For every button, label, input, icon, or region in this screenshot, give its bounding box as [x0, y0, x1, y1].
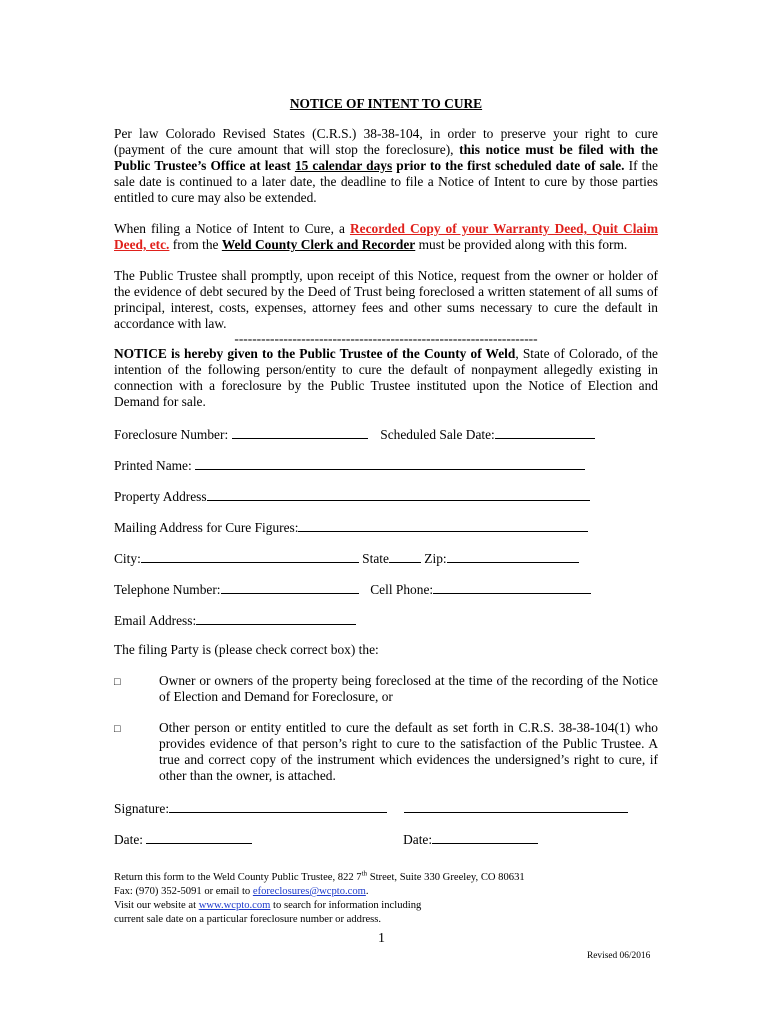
second-date-field[interactable]: [432, 830, 538, 844]
intro-text-2: If the sale date is continued to a later date, the deadline to file a Notice of Intent to cure by those parties entitled to cure may also be extended.: [114, 158, 659, 205]
clerk-recorder-text: Weld County Clerk and Recorder: [221, 237, 416, 252]
other-party-checkbox[interactable]: □: [114, 723, 121, 735]
website-line: [114, 899, 674, 913]
property-address-row: [114, 487, 658, 503]
owner-option-text: Owner or owners of the property being foreclosed at the time of the recording of the Notice of Election and Demand for Foreclosure, or: [159, 673, 658, 704]
email-label: Email Address:: [114, 613, 197, 628]
deed-text-2: from the: [169, 237, 222, 252]
notice-text: , State of Colorado, of the intention of the following person/entity to cure the default of nonpayment allegedly existing in connection with a foreclosure by the Public Trustee instituted upon the Notice of Election and Demand for sale.: [114, 346, 659, 409]
city-label: City:: [114, 551, 141, 566]
page-number: 1: [378, 931, 385, 946]
property-address-label: Property Address: [114, 489, 207, 504]
filing-party-label: The filing Party is (please check correct box) the:: [114, 642, 379, 657]
website-text: Visit our website at: [114, 900, 199, 911]
zip-field[interactable]: [447, 549, 579, 563]
fax-email-line: [114, 885, 674, 899]
deed-requirement-highlight: Recorded Copy of your Warranty Deed, Quit Claim Deed, etc.: [114, 221, 658, 252]
deadline-days: 15 calendar days: [294, 158, 393, 173]
scheduled-sale-date-label: Scheduled Sale Date:: [380, 427, 495, 442]
signature-field[interactable]: [169, 799, 387, 813]
fax-text: Fax: (970) 352-5091 or email to: [114, 886, 253, 897]
footer: [114, 871, 674, 927]
signature-row: [114, 799, 658, 815]
deed-paragraph: [114, 221, 658, 253]
mailing-address-row: [114, 518, 658, 534]
separator-line: --------------------------------------------------------------------: [234, 332, 538, 346]
other-option-text: Other person or entity entitled to cure the default as set forth in C.R.S. 38-38-104(1) who provides evidence of that person’s right to cure to the satisfaction of the Public Trustee. A true and correct copy of the instrument which evidences the undersigned’s right to cure, if other than the owner, is attached.: [159, 720, 658, 783]
document-title: NOTICE OF INTENT TO CURE: [289, 96, 483, 111]
email-row: [114, 611, 658, 627]
intro-bold-text-2: prior to the first scheduled date of sale.: [392, 158, 625, 173]
website-link[interactable]: www.wcpto.com: [198, 900, 271, 911]
option-other: [114, 720, 658, 784]
cell-phone-field[interactable]: [433, 580, 591, 594]
notice-paragraph: [114, 346, 658, 410]
foreclosure-row: [114, 425, 658, 441]
revision-date: Revised 06/2016: [587, 951, 651, 961]
fax-text-2: .: [365, 886, 369, 897]
trustee-paragraph: The Public Trustee shall promptly, upon receipt of this Notice, request from the owner or holder of the evidence of debt secured by the Deed of Trust being foreclosed a written statement of all sums of principal, interest, costs, expenses, attorney fees and other sums necessary to cure the default in accordance with law.: [114, 268, 658, 331]
city-field[interactable]: [141, 549, 359, 563]
mailing-address-field[interactable]: [298, 518, 588, 532]
printed-name-field[interactable]: [195, 456, 585, 470]
foreclosure-number-field[interactable]: [232, 425, 368, 439]
owner-checkbox[interactable]: □: [114, 676, 121, 688]
intro-paragraph: [114, 126, 658, 206]
telephone-label: Telephone Number:: [114, 582, 221, 597]
return-text-2: Street, Suite 330 Greeley, CO 80631: [367, 872, 525, 883]
printed-name-row: [114, 456, 658, 472]
intro-text: Per law Colorado Revised States (C.R.S.) 38-38-104, in order to preserve your right to cure (payment of the cure amount that will stop the foreclosure),: [114, 126, 658, 157]
scheduled-sale-date-field[interactable]: [495, 425, 595, 439]
mailing-address-label: Mailing Address for Cure Figures:: [114, 520, 299, 535]
printed-name-label: Printed Name:: [114, 458, 192, 473]
deed-text: When filing a Notice of Intent to Cure, a: [114, 221, 350, 236]
email-field[interactable]: [196, 611, 356, 625]
second-date-label: Date:: [403, 832, 433, 847]
telephone-field[interactable]: [221, 580, 359, 594]
second-signature-field[interactable]: [404, 799, 628, 813]
info-line: current sale date on a particular foreclosure number or address.: [114, 914, 382, 925]
cell-phone-label: Cell Phone:: [370, 582, 434, 597]
zip-label: Zip:: [424, 551, 447, 566]
date-field[interactable]: [146, 830, 252, 844]
date-label: Date:: [114, 832, 143, 847]
filing-party-row: [114, 642, 658, 658]
foreclosure-number-label: Foreclosure Number:: [114, 427, 229, 442]
city-state-zip-row: [114, 549, 658, 565]
ordinal-suffix: th: [361, 869, 368, 878]
email-link[interactable]: eforeclosures@wcpto.com: [252, 886, 366, 897]
intro-bold-text: this notice must be filed with the Public Trustee’s Office at least: [114, 142, 658, 173]
date-row: [114, 830, 658, 846]
property-address-field[interactable]: [207, 487, 590, 501]
signature-label: Signature:: [114, 801, 170, 816]
return-text: Return this form to the Weld County Public Trustee, 822 7: [114, 872, 362, 883]
document-page: [114, 96, 658, 846]
notice-bold-text: NOTICE is hereby given to the Public Trustee of the County of Weld: [114, 346, 516, 361]
website-text-2: to search for information including: [270, 900, 422, 911]
deed-text-3: must be provided along with this form.: [415, 237, 628, 252]
return-address-line: [114, 871, 674, 885]
state-field[interactable]: [389, 549, 421, 563]
phone-row: [114, 580, 658, 596]
state-label: State: [362, 551, 389, 566]
option-owner: [114, 673, 658, 705]
